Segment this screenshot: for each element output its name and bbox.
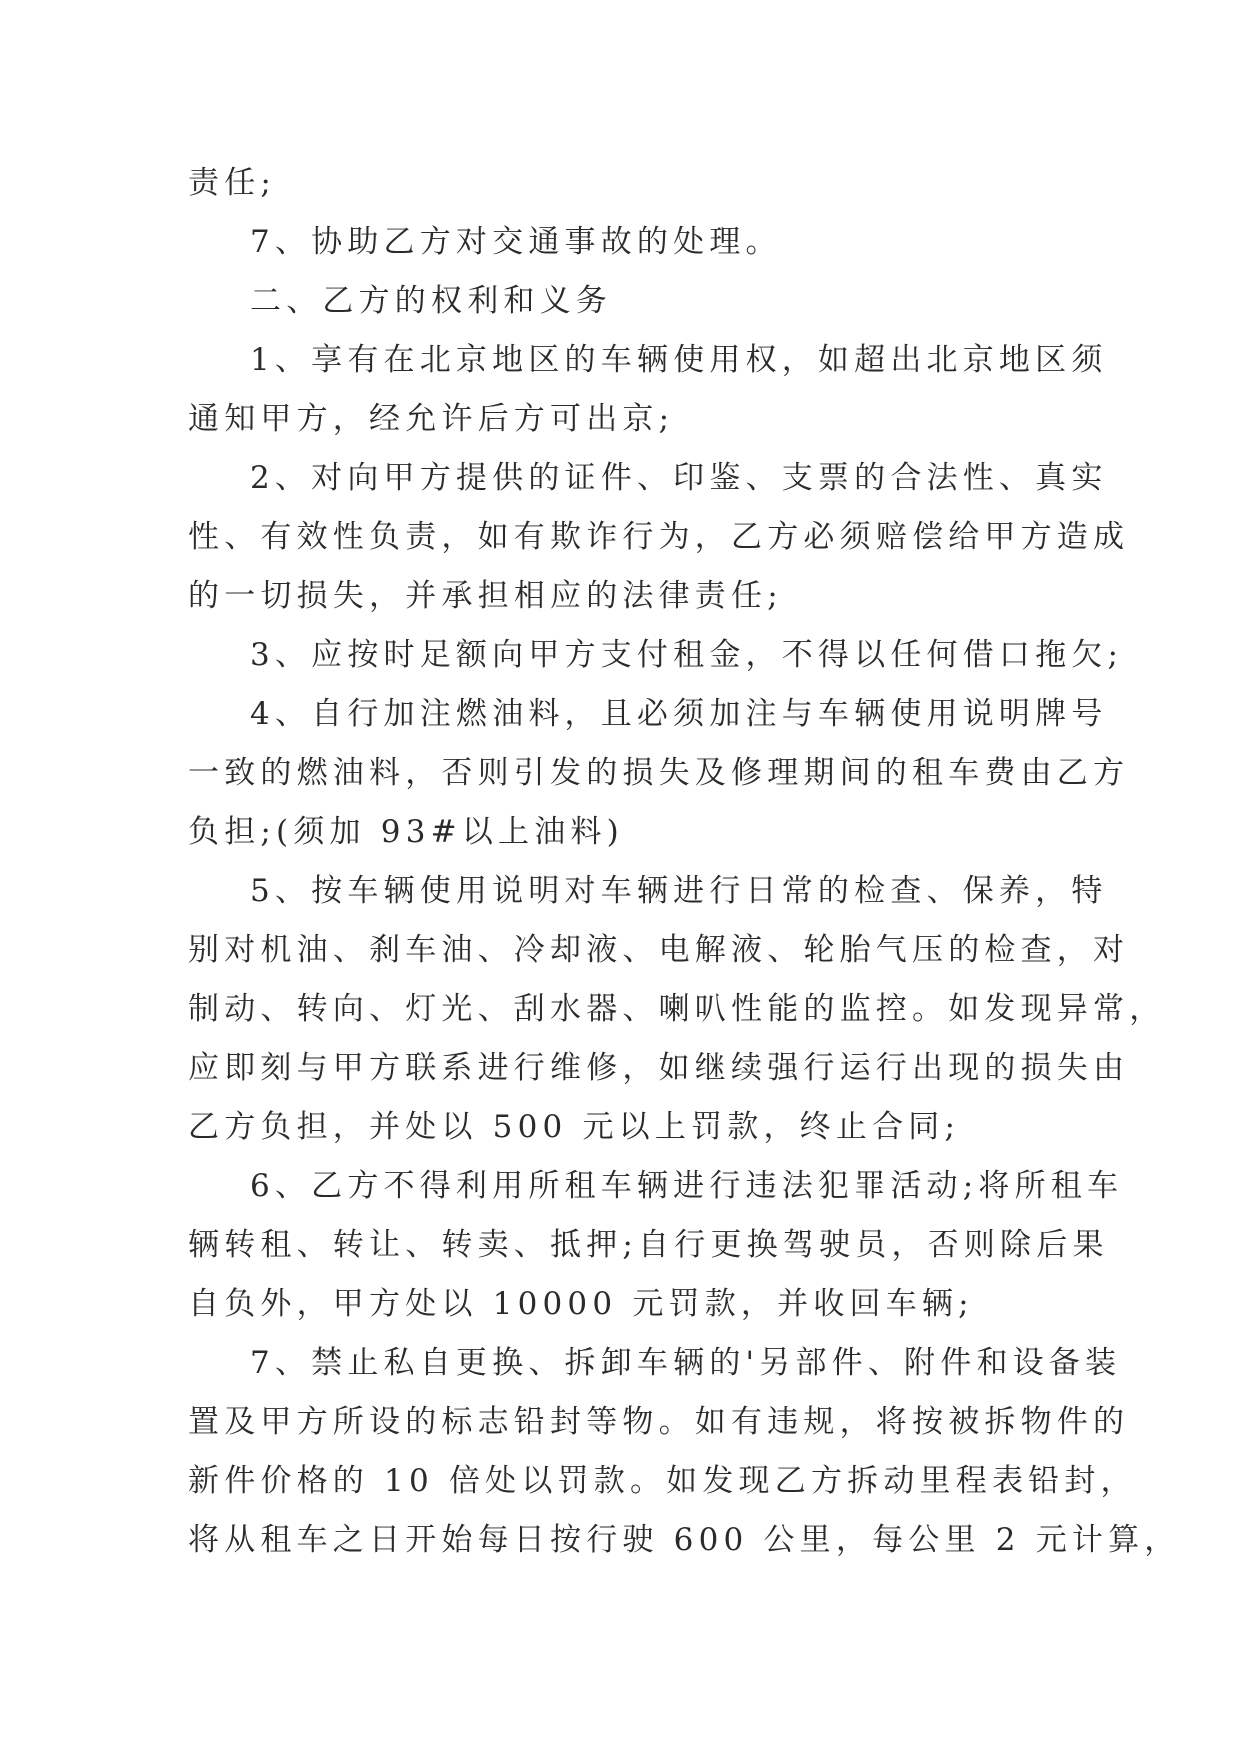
text-line: 负担;(须加 93#以上油料): [188, 814, 624, 850]
text-line: 7、协助乙方对交通事故的处理。: [250, 224, 782, 260]
text-line: 乙方负担，并处以 500 元以上罚款，终止合同;: [188, 1109, 961, 1145]
text-line: 1、享有在北京地区的车辆使用权，如超出北京地区须: [250, 342, 1108, 378]
text-line: 一致的燃油料，否则引发的损失及修理期间的租车费由乙方: [188, 755, 1130, 791]
text-line: 制动、转向、灯光、刮水器、喇叭性能的监控。如发现异常，: [188, 991, 1166, 1027]
text-line: 责任;: [188, 165, 277, 201]
text-line: 4、自行加注燃油料，且必须加注与车辆使用说明牌号: [250, 696, 1108, 732]
document-page: [188, 154, 1181, 1570]
text-line: 性、有效性负责，如有欺诈行为，乙方必须赔偿给甲方造成: [188, 519, 1130, 555]
text-line: 辆转租、转让、转卖、抵押;自行更换驾驶员，否则除后果: [188, 1227, 1109, 1263]
text-line: 7、禁止私自更换、拆卸车辆的'另部件、附件和设备装: [250, 1345, 1122, 1381]
text-line: 3、应按时足额向甲方支付租金，不得以任何借口拖欠;: [250, 637, 1124, 673]
text-line: 5、按车辆使用说明对车辆进行日常的检查、保养，特: [250, 873, 1108, 909]
text-line: 应即刻与甲方联系进行维修，如继续强行运行出现的损失由: [188, 1050, 1130, 1086]
text-line: 2、对向甲方提供的证件、印鉴、支票的合法性、真实: [250, 460, 1108, 496]
text-line: 自负外，甲方处以 10000 元罚款，并收回车辆;: [188, 1286, 974, 1322]
text-line: 将从租车之日开始每日按行驶 600 公里，每公里 2 元计算，: [188, 1522, 1181, 1558]
section-heading: 二、乙方的权利和义务: [250, 283, 612, 319]
text-line: 置及甲方所设的标志铅封等物。如有违规，将按被拆物件的: [188, 1404, 1130, 1440]
text-line: 新件价格的 10 倍处以罚款。如发现乙方拆动里程表铅封，: [188, 1463, 1137, 1499]
text-line: 6、乙方不得利用所租车辆进行违法犯罪活动;将所租车: [250, 1168, 1124, 1204]
text-line: 通知甲方，经允许后方可出京;: [188, 401, 675, 437]
text-line: 别对机油、刹车油、冷却液、电解液、轮胎气压的检查，对: [188, 932, 1130, 968]
text-line: 的一切损失，并承担相应的法律责任;: [188, 578, 783, 614]
